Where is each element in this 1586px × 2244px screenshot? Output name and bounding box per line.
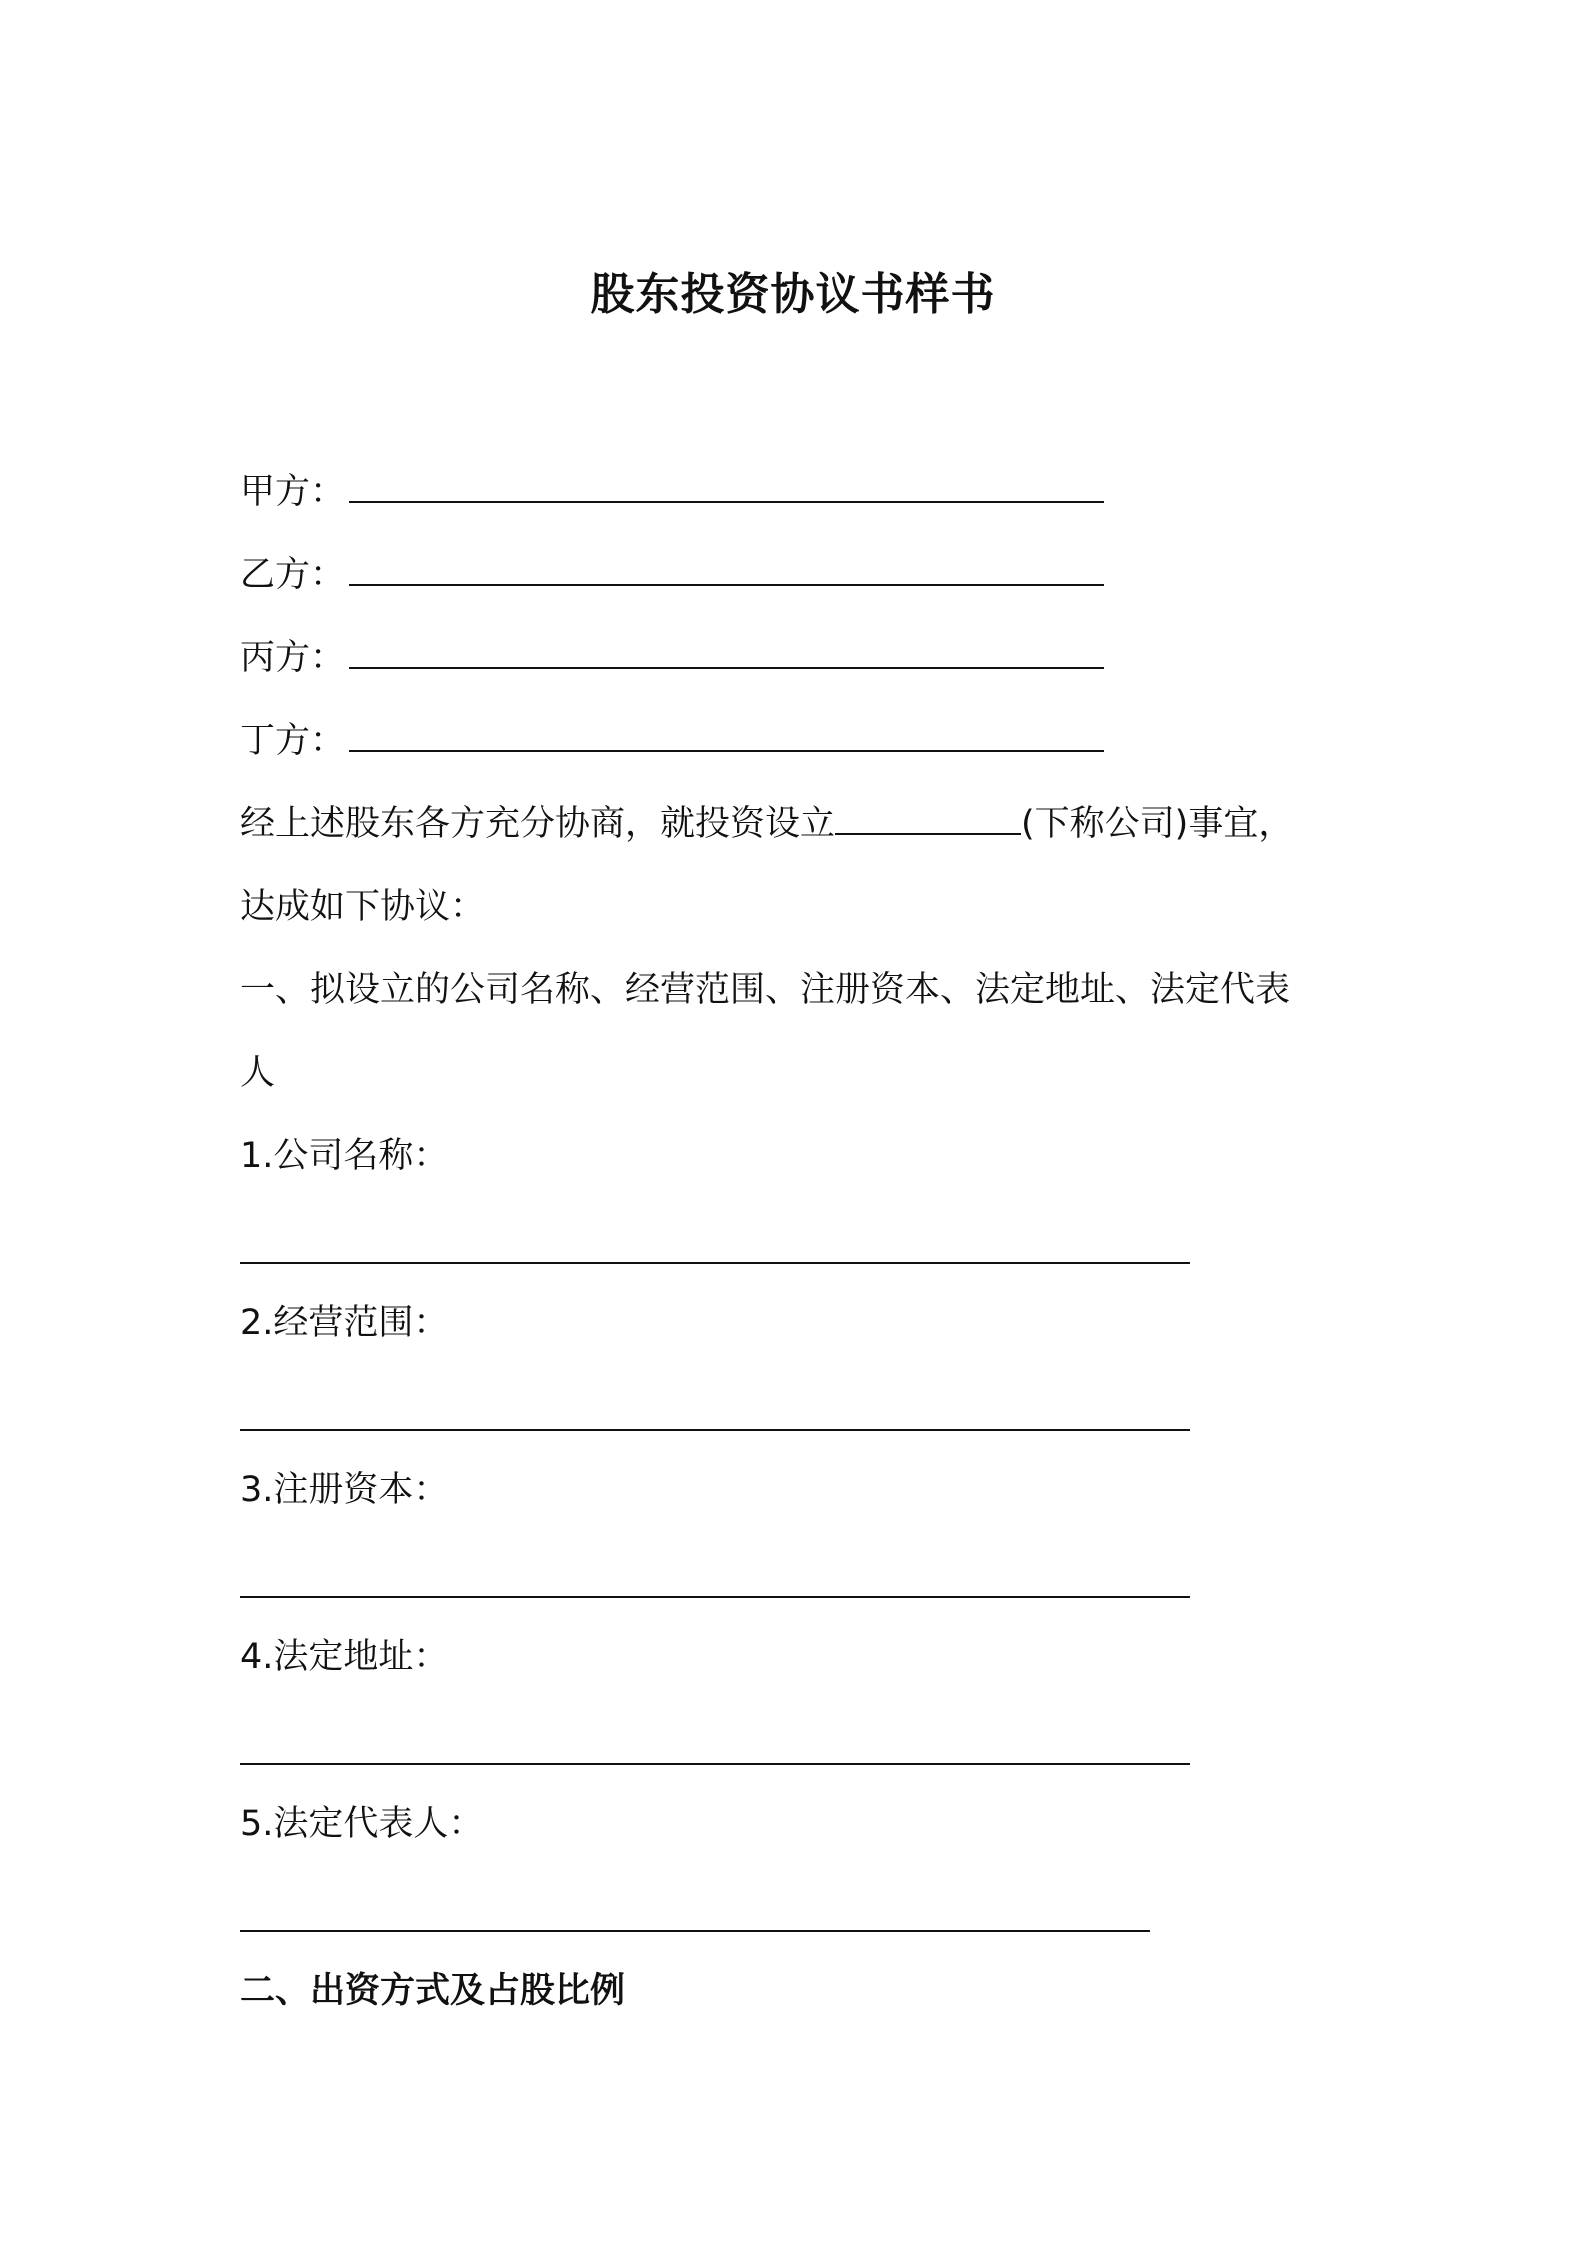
item-legal-representative-blank[interactable] bbox=[240, 1930, 1150, 1932]
item-business-scope-label: 2.经营范围： bbox=[240, 1303, 449, 1343]
section-1-heading: 一、拟设立的公司名称、经营范围、注册资本、法定地址、法定代表 bbox=[240, 970, 1291, 1010]
party-c-blank[interactable] bbox=[349, 635, 1104, 669]
item-company-name-blank[interactable] bbox=[240, 1262, 1190, 1264]
item-legal-address-label: 4.法定地址： bbox=[240, 1637, 449, 1677]
party-c-line bbox=[240, 634, 1104, 682]
document-title: 股东投资协议书样书 bbox=[590, 269, 996, 320]
party-d-line bbox=[240, 717, 1104, 765]
intro-text-before: 经上述股东各方充分协商，就投资设立 bbox=[240, 804, 836, 844]
section-2-heading: 二、出资方式及占股比例 bbox=[240, 1971, 626, 2011]
section-1-heading-cont: 人 bbox=[240, 1053, 276, 1093]
item-business-scope-blank[interactable] bbox=[240, 1429, 1190, 1431]
party-a-label: 甲方： bbox=[240, 472, 346, 512]
party-b-blank[interactable] bbox=[349, 552, 1104, 586]
party-d-label: 丁方： bbox=[240, 721, 346, 761]
item-registered-capital-label: 3.注册资本： bbox=[240, 1470, 449, 1510]
party-a-line bbox=[240, 468, 1104, 516]
item-legal-address-blank[interactable] bbox=[240, 1763, 1190, 1765]
party-b-label: 乙方： bbox=[240, 555, 346, 595]
item-company-name-label: 1.公司名称： bbox=[240, 1136, 449, 1176]
intro-text-after: (下称公司)事宜， bbox=[1021, 804, 1294, 844]
party-c-label: 丙方： bbox=[240, 638, 346, 678]
company-name-inline-blank[interactable] bbox=[835, 801, 1021, 835]
item-legal-representative-label: 5.法定代表人： bbox=[240, 1804, 484, 1844]
intro-line-2: 达成如下协议： bbox=[240, 887, 486, 927]
party-b-line bbox=[240, 551, 1104, 599]
party-d-blank[interactable] bbox=[349, 718, 1104, 752]
intro-line-1 bbox=[240, 800, 1293, 848]
party-a-blank[interactable] bbox=[349, 469, 1104, 503]
item-registered-capital-blank[interactable] bbox=[240, 1596, 1190, 1598]
